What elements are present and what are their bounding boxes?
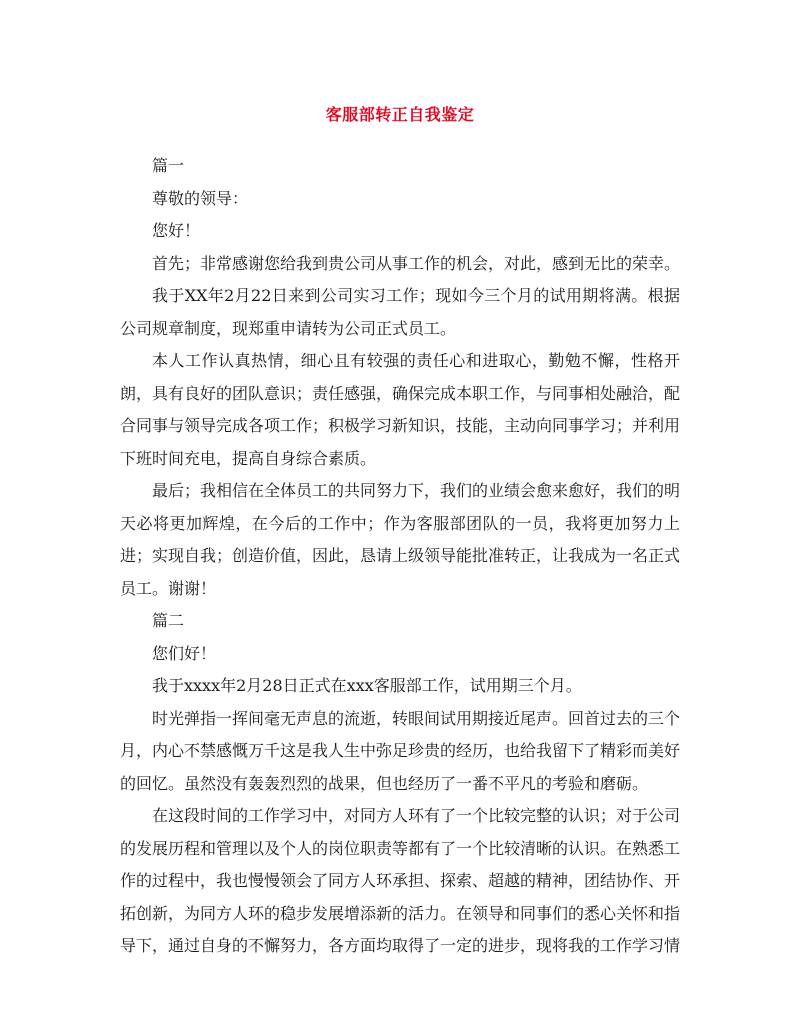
greeting: 您好！ bbox=[152, 221, 201, 240]
document-title: 客服部转正自我鉴定 bbox=[325, 105, 475, 124]
paragraph: 我于XX年2月22日来到公司实习工作；现如今三个月的试用期将满。根据公司规章制度，现郑重申请转为公司正式员工。 bbox=[120, 286, 680, 338]
paragraph: 首先；非常感谢您给我到贵公司从事工作的机会，对此，感到无比的荣幸。 bbox=[152, 253, 681, 273]
salutation: 尊敬的领导： bbox=[152, 188, 249, 208]
section-heading-2: 篇二 bbox=[152, 611, 185, 630]
section-heading-1: 篇一 bbox=[152, 156, 185, 175]
document-body bbox=[120, 150, 680, 963]
paragraph: 我于xxxx年2月28日正式在xxx客服部工作，试用期三个月。 bbox=[152, 676, 582, 695]
paragraph: 本人工作认真热情，细心且有较强的责任心和进取心，勤勉不懈，性格开朗，具有良好的团队意识；责任感强，确保完成本职工作，与同事相处融洽，配合同事与领导完成各项工作；积极学习新知识，技能，主动向同事学习；并利用下班时间充电，提高自身综合素质。 bbox=[120, 351, 681, 468]
paragraph: 最后；我相信在全体员工的共同努力下，我们的业绩会愈来愈好，我们的明天必将更加辉煌，在今后的工作中；作为客服部团队的一员，我将更加努力上进；实现自我；创造价值，因此，恳请上级领导能批准转正，让我成为一名正式员工。谢谢！ bbox=[120, 481, 681, 598]
greeting: 您们好！ bbox=[152, 643, 217, 663]
paragraph: 在这段时间的工作学习中，对同方人环有了一个比较完整的认识；对于公司的发展历程和管理以及个人的岗位职责等都有了一个比较清晰的认识。在熟悉工作的过程中，我也慢慢领会了同方人环承担、探索、超越的精神，团结协作、开拓创新，为同方人环的稳步发展增添新的活力。在领导和同事们的悉心关怀和指导下，通过自身的不懈努力，各方面均取得了一定的进步，现将我的工作学习情 bbox=[120, 806, 681, 955]
paragraph: 时光弹指一挥间毫无声息的流逝，转眼间试用期接近尾声。回首过去的三个月，内心不禁感慨万千这是我人生中弥足珍贵的经历，也给我留下了精彩而美好的回忆。虽然没有轰轰烈烈的战果，但也经历了一番不平凡的考验和磨砺。 bbox=[120, 708, 681, 793]
